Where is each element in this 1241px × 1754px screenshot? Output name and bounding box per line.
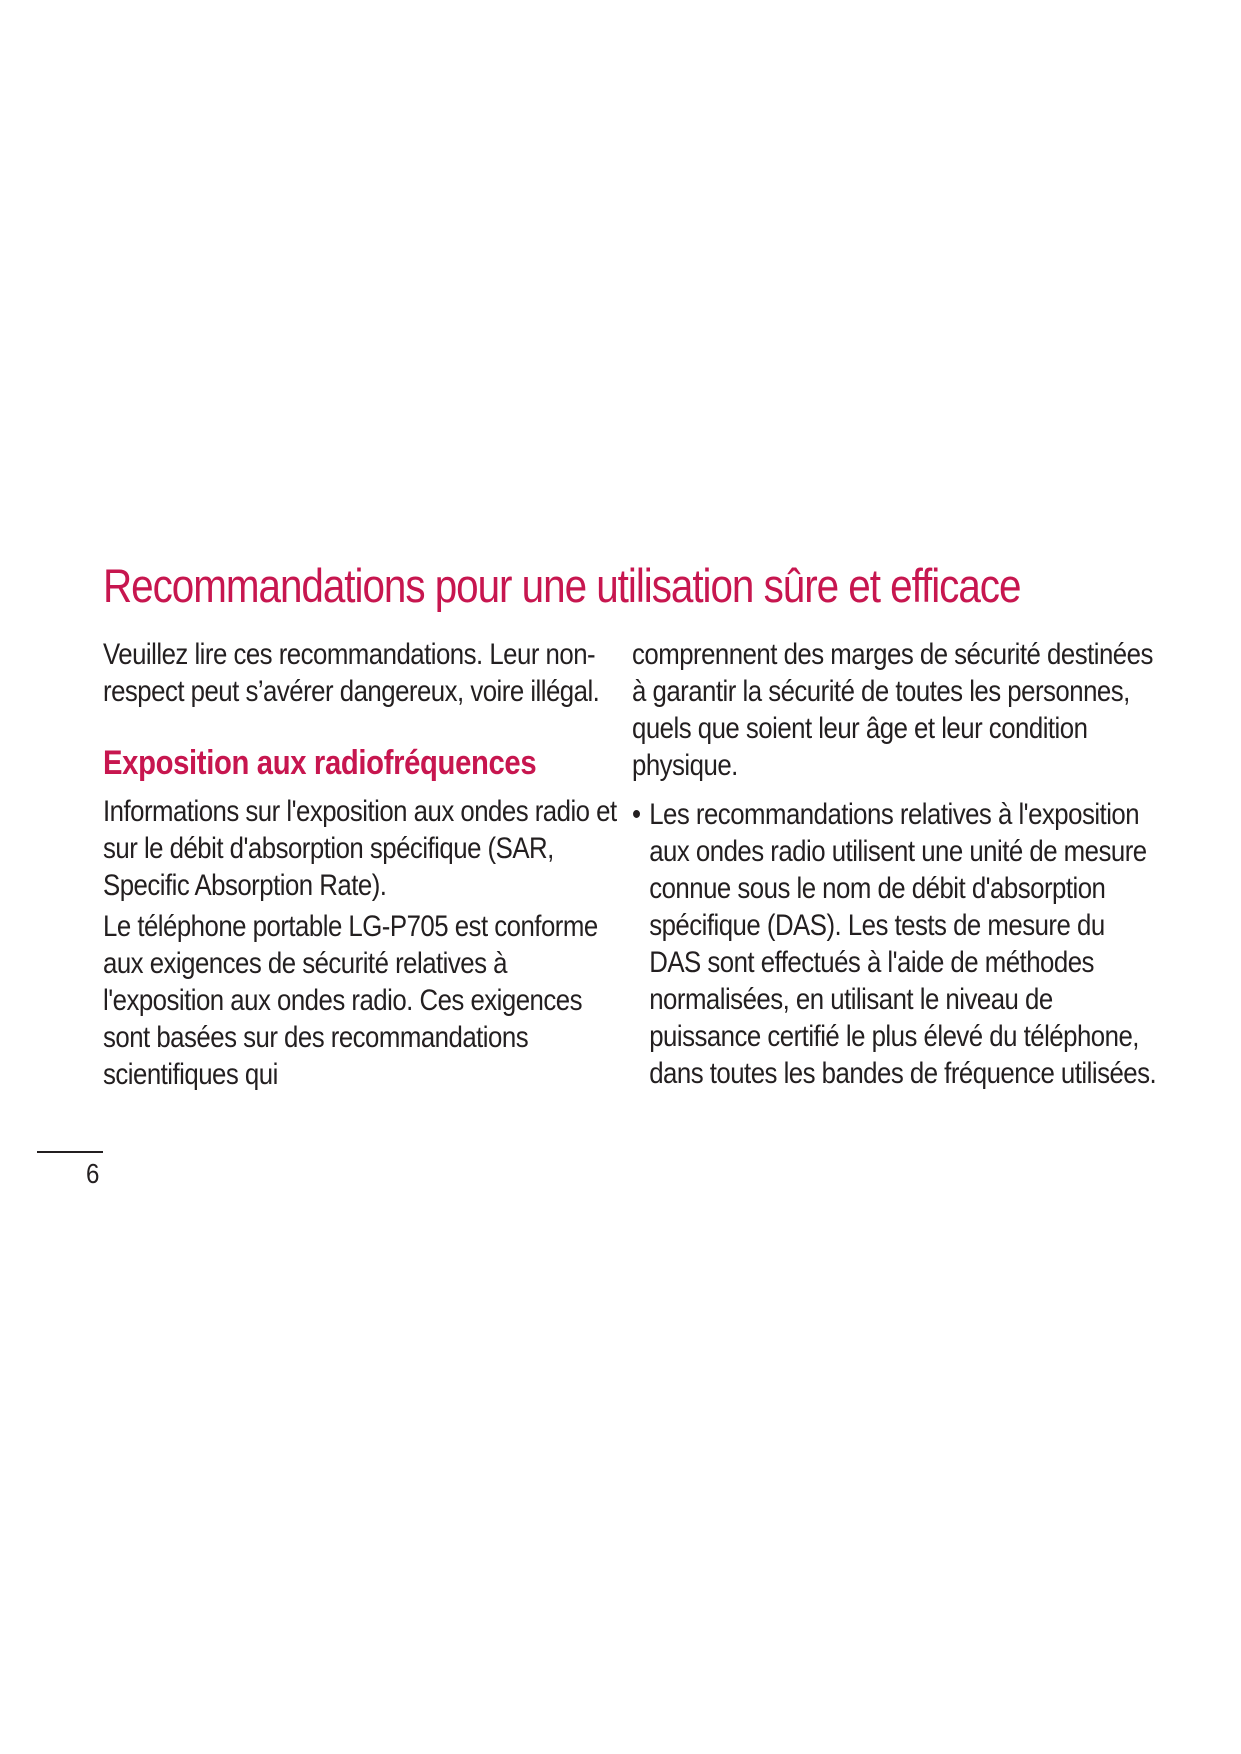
page-number: 6 (86, 1158, 100, 1189)
section-heading: Exposition aux radiofréquences (103, 744, 537, 782)
right-column (632, 636, 1157, 1092)
compliance-paragraph-continued: comprennent des marges de sécurité destinées à garantir la sécurité de toutes les personnes, quels que soient leur âge et leur condition physique. (632, 638, 1153, 782)
bullet-item (632, 796, 1157, 1092)
bullet-icon: • (632, 798, 641, 831)
bullet-text: Les recommandations relatives à l'exposition aux ondes radio utilisent une unité de mesure connue sous le nom de débit d'absorption spécifique (DAS). Les tests de mesure du DAS sont effectués à l'aide de méthodes normalisées, en utilisant le niveau de puissance certifié le plus élevé du téléphone, dans toutes les bandes de fréquence utilisées. (649, 798, 1157, 1090)
left-column (103, 636, 628, 1093)
compliance-paragraph: Le téléphone portable LG-P705 est conforme aux exigences de sécurité relatives à l'exposition aux ondes radio. Ces exigences sont basées sur des recommandations scientifiques qui (103, 910, 598, 1091)
sar-info-paragraph: Informations sur l'exposition aux ondes radio et sur le débit d'absorption spécifique (SAR, Specific Absorption Rate). (103, 795, 617, 902)
page-title: Recommandations pour une utilisation sûre et efficace (103, 559, 1021, 612)
footer-divider (37, 1151, 103, 1153)
intro-paragraph: Veuillez lire ces recommandations. Leur non-respect peut s’avérer dangereux, voire illégal. (103, 638, 600, 708)
